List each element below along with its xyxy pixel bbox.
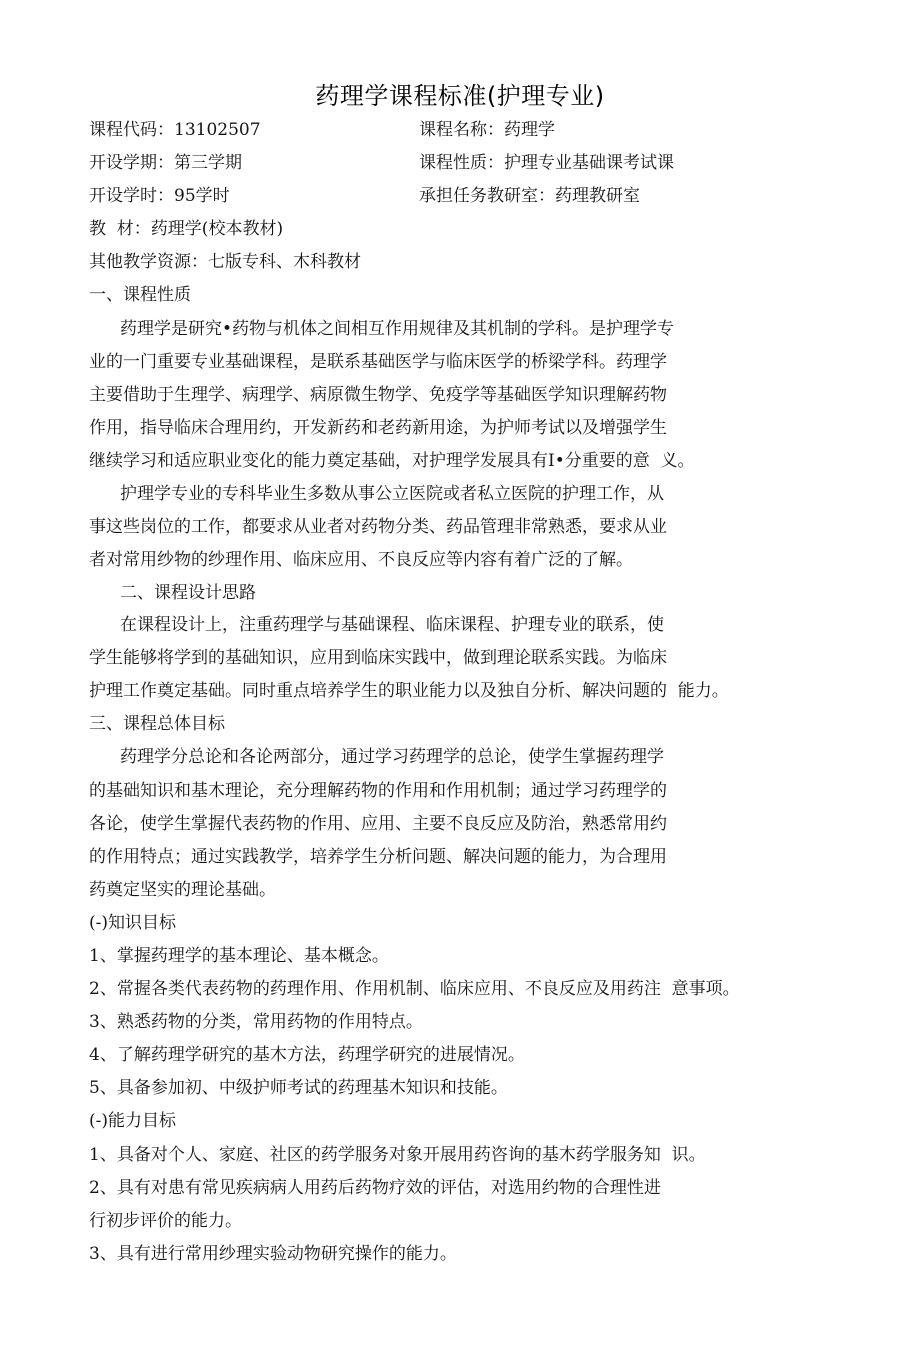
textbook: 教 材：药理学(校本教材) <box>89 219 284 239</box>
paragraph-line: 护理工作奠定基础。同时重点培养学生的职业能力以及独自分析、解决问题的 能力。 <box>89 681 729 701</box>
paragraph-line: 药奠定坚实的理论基础。 <box>89 880 276 900</box>
course-name: 课程名称：药理学 <box>419 120 555 140</box>
paragraph-line: 药理学是研究•药物与机体之间相互作用规律及其机制的学科。是护理学专 <box>120 319 675 339</box>
course-nature: 课程性质：护理专业基础课考试课 <box>419 153 674 173</box>
paragraph-line: 的作用特点；通过实践教学，培养学生分析问题、解决问题的能力，为合理用 <box>89 847 667 867</box>
list-item: 1、掌握药理学的基本理论、基本概念。 <box>89 946 389 966</box>
meta-row-3 <box>89 185 640 207</box>
paragraph-line: 的基础知识和基木理论，充分理解药物的作用和作用机制；通过学习药理学的 <box>89 781 667 801</box>
other-resources: 其他教学资源：七版专科、木科教材 <box>89 252 361 272</box>
paragraph-line: 作用，指导临床合理用约，开发新药和老药新用途，为护师考试以及增强学生 <box>89 418 667 438</box>
list-item: 1、具备对个人、家庭、社区的药学服务对象开展用药咨询的基木药学服务知 识。 <box>89 1145 706 1165</box>
list-item: 5、具备参加初、中级护师考试的药理基木知识和技能。 <box>89 1078 508 1098</box>
section-heading: 三、课程总体目标 <box>89 714 225 734</box>
page-title: 药理学课程标准(护理专业) <box>315 82 605 110</box>
section-heading: 一、课程性质 <box>89 285 191 305</box>
subsection-heading: (-)能力目标 <box>89 1111 177 1131</box>
paragraph-line: 业的一门重要专业基础课程，是联系基础医学与临床医学的桥梁学科。药理学 <box>89 352 667 372</box>
list-item: 2、常握各类代表药物的药理作用、作用机制、临床应用、不良反应及用药注 意事项。 <box>89 979 740 999</box>
subsection-heading: (-)知识目标 <box>89 913 177 933</box>
paragraph-line: 主要借助于生理学、病理学、病原微生物学、免疫学等基础医学知识理解药物 <box>89 385 667 405</box>
hours: 开设学时：95学时 <box>89 186 230 206</box>
paragraph-line: 药理学分总论和各论两部分，通过学习药理学的总论，使学生掌握药理学 <box>120 747 664 767</box>
paragraph-line: 学生能够将学到的基础知识，应用到临床实践中，做到理论联系实践。为临床 <box>89 648 667 668</box>
paragraph-line: 者对常用纱物的纱理作用、临床应用、不良反应等内容有着广泛的了解。 <box>89 550 633 570</box>
section-heading: 二、课程设计思路 <box>120 583 256 603</box>
course-code: 课程代码：13102507 <box>89 120 261 140</box>
paragraph-line: 事这些岗位的工作，都要求从业者对药物分类、药品管理非常熟悉，要求从业 <box>89 517 667 537</box>
department: 承担任务教研室：药理教研室 <box>419 186 640 206</box>
paragraph-line: 护理学专业的专科毕业生多数从事公立医院或者私立医院的护理工作，从 <box>120 484 664 504</box>
semester: 开设学期：第三学期 <box>89 153 242 173</box>
list-item: 4、了解药理学研究的基木方法，药理学研究的进展情况。 <box>89 1045 525 1065</box>
paragraph-line: 继续学习和适应职业变化的能力奠定基础，对护理学发展具有I•分重要的意 义。 <box>89 451 695 471</box>
paragraph-line: 各论，使学生掌握代表药物的作用、应用、主要不良反应及防治，熟悉常用约 <box>89 814 667 834</box>
list-item: 3、熟悉药物的分类，常用药物的作用特点。 <box>89 1012 423 1032</box>
list-item: 3、具有进行常用纱理实验动物研究操作的能力。 <box>89 1244 457 1264</box>
list-item: 2、具有对患有常见疾病病人用药后药物疗效的评估，对选用约物的合理性进 <box>89 1178 661 1198</box>
list-item: 行初步评价的能力。 <box>89 1211 242 1231</box>
paragraph-line: 在课程设计上，注重药理学与基础课程、临床课程、护理专业的联系，使 <box>120 615 664 635</box>
meta-row-1 <box>89 119 555 141</box>
meta-row-2 <box>89 152 674 174</box>
